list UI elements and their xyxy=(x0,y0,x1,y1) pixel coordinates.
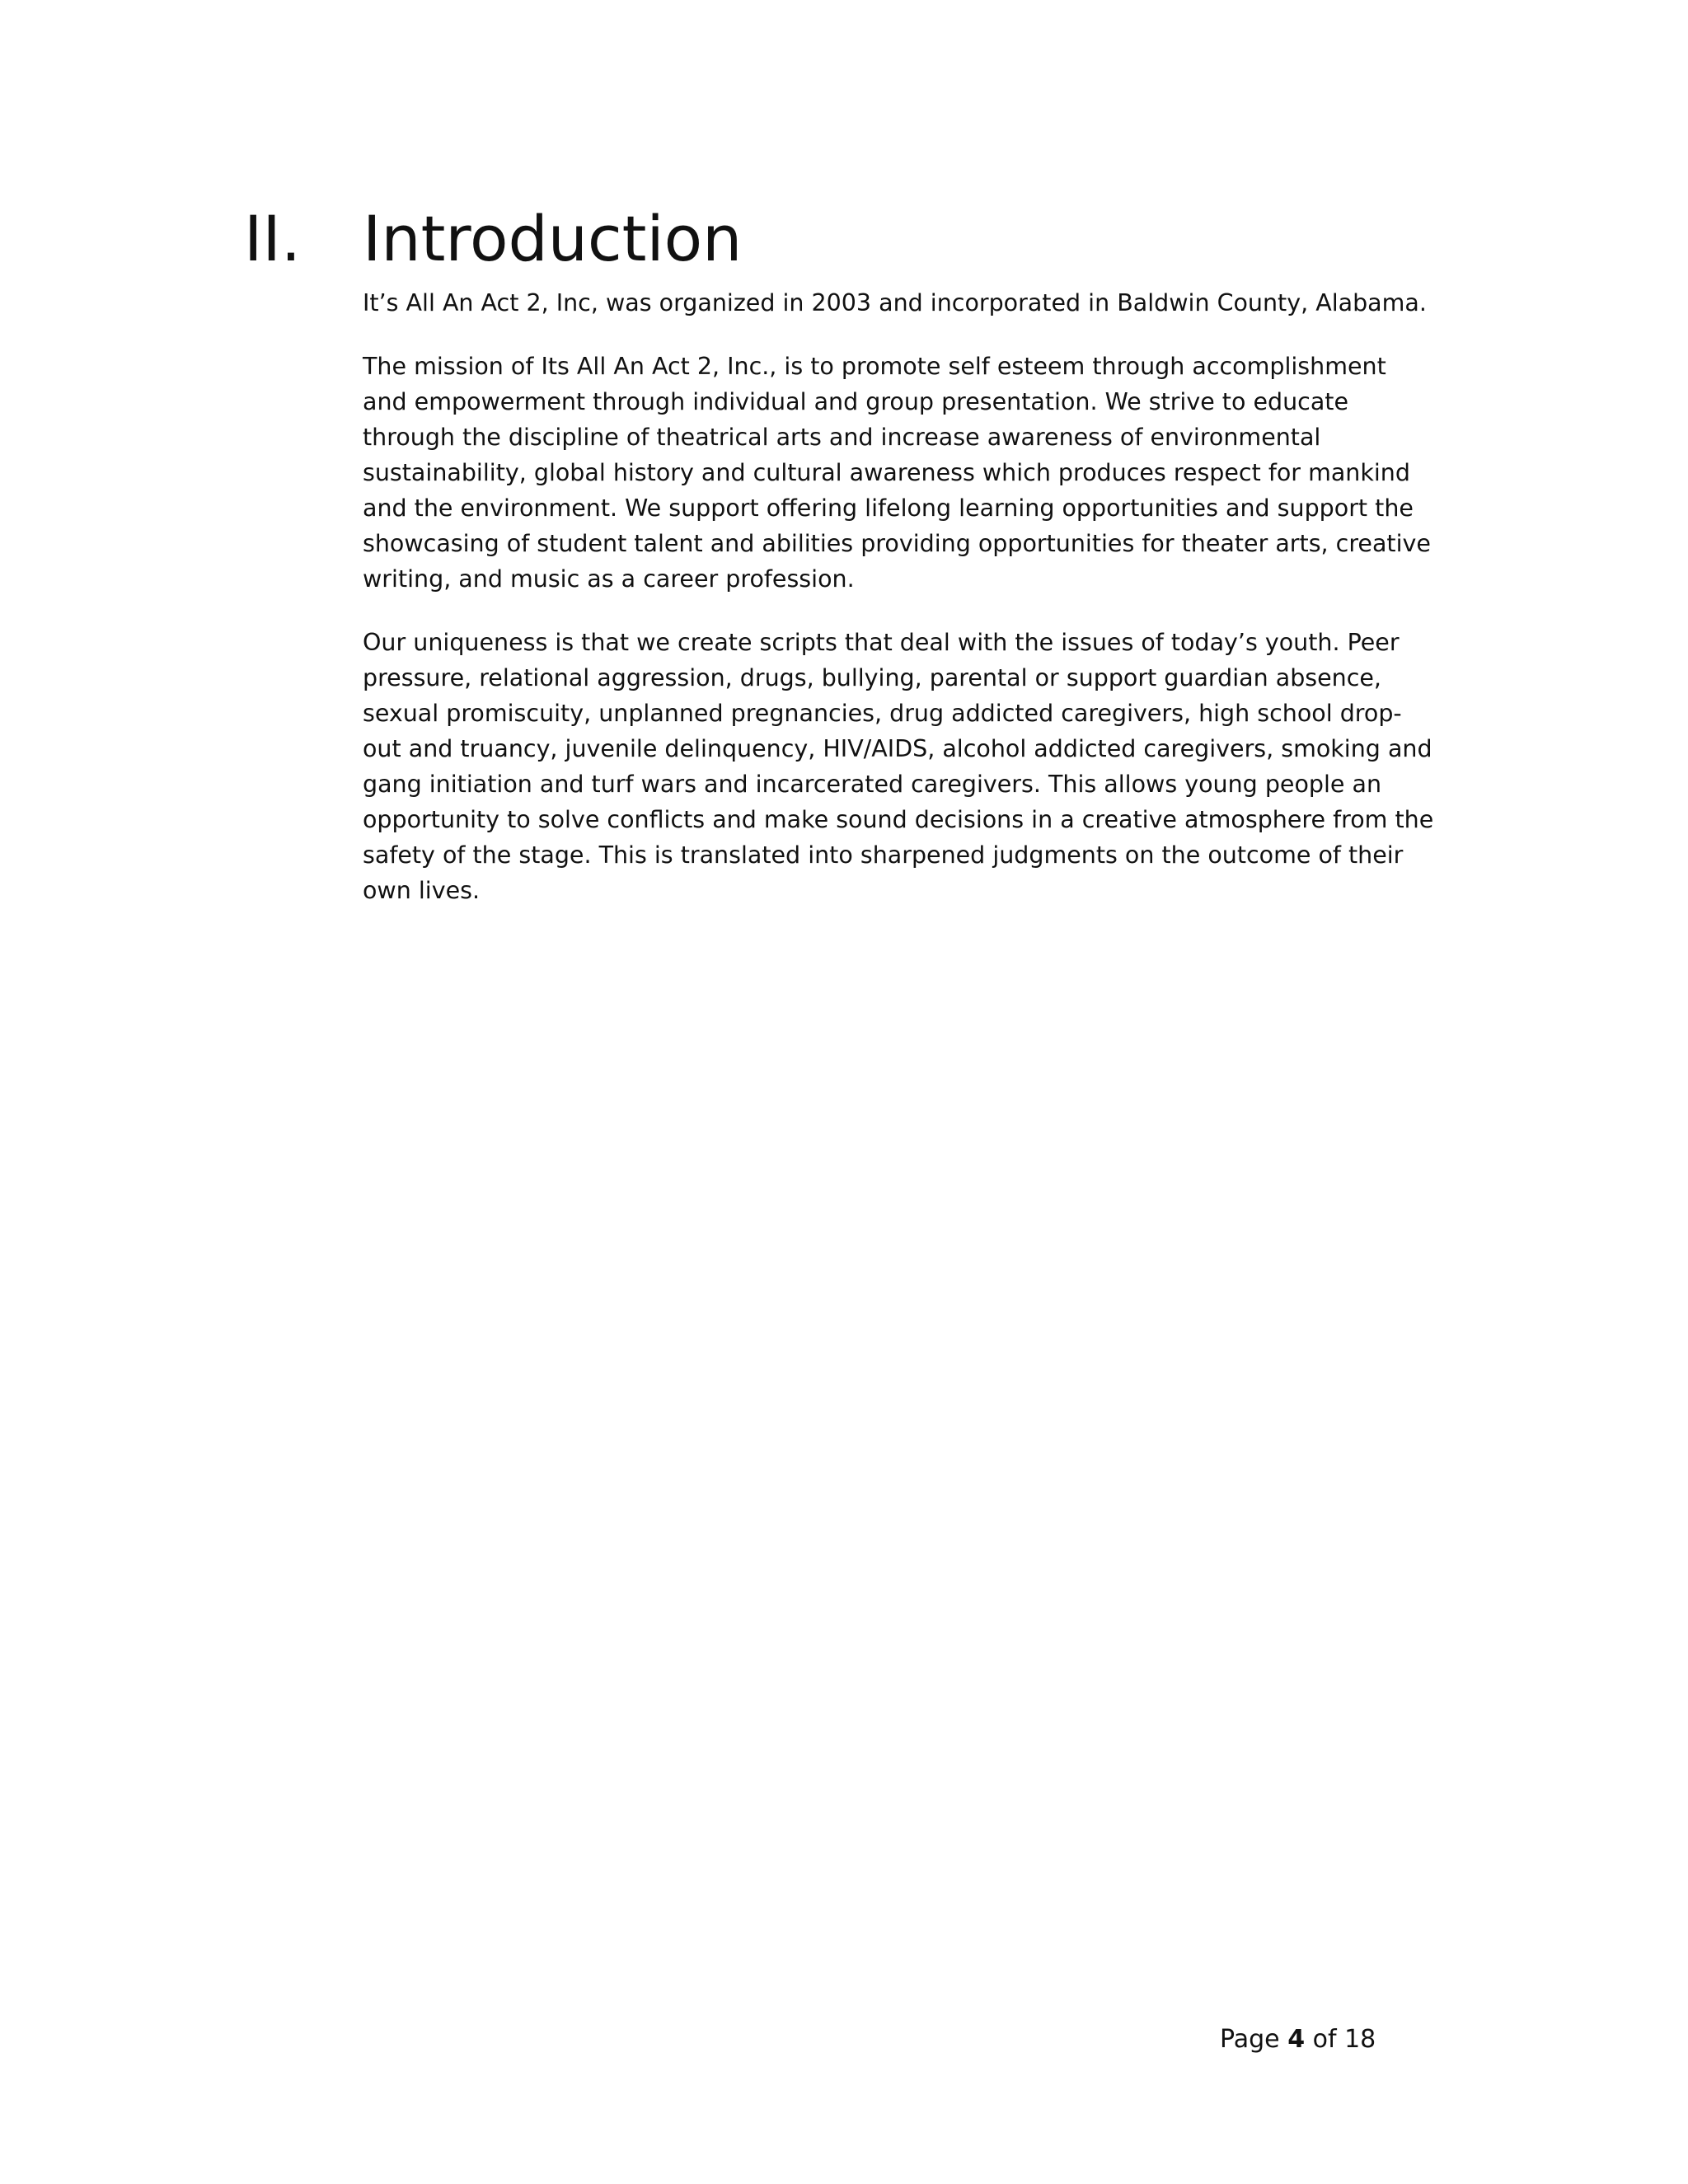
section-body xyxy=(363,285,1434,936)
page-label: Page xyxy=(1220,2025,1280,2054)
paragraph-organization: It’s All An Act 2, Inc, was organized in 2003 and incorporated in Baldwin County, Alabama. xyxy=(363,289,1427,316)
page-current-number: 4 xyxy=(1287,2025,1306,2054)
section-number: II. xyxy=(244,202,301,275)
page-of-label: of xyxy=(1312,2025,1337,2054)
section-title: Introduction xyxy=(363,202,743,275)
page-total-number: 18 xyxy=(1344,2025,1376,2054)
paragraph-mission: The mission of Its All An Act 2, Inc., is to promote self esteem through accomplishment and empowerment through individual and group presentation. We strive to educate through the discipline of theatrical arts and increase awareness of environmental sustainability, global history and cultural awareness which produces respect for mankind and the environment. We support offering lifelong learning opportunities and support the showcasing of student talent and abilities providing opportunities for theater arts, creative writing, and music as a career profession. xyxy=(363,353,1431,593)
paragraph-uniqueness: Our uniqueness is that we create scripts that deal with the issues of today’s youth. Peer pressure, relational aggression, drugs, bullying, parental or support guardian absence, sexual promiscuity, unplanned pregnancies, drug addicted caregivers, high school drop-out and truancy, juvenile delinquency, HIV/AIDS, alcohol addicted caregivers, smoking and gang initiation and turf wars and incarcerated caregivers. This allows young people an opportunity to solve conflicts and make sound decisions in a creative atmosphere from the safety of the stage. This is translated into sharpened judgments on the outcome of their own lives. xyxy=(363,629,1434,904)
page-footer xyxy=(1220,2023,1376,2056)
